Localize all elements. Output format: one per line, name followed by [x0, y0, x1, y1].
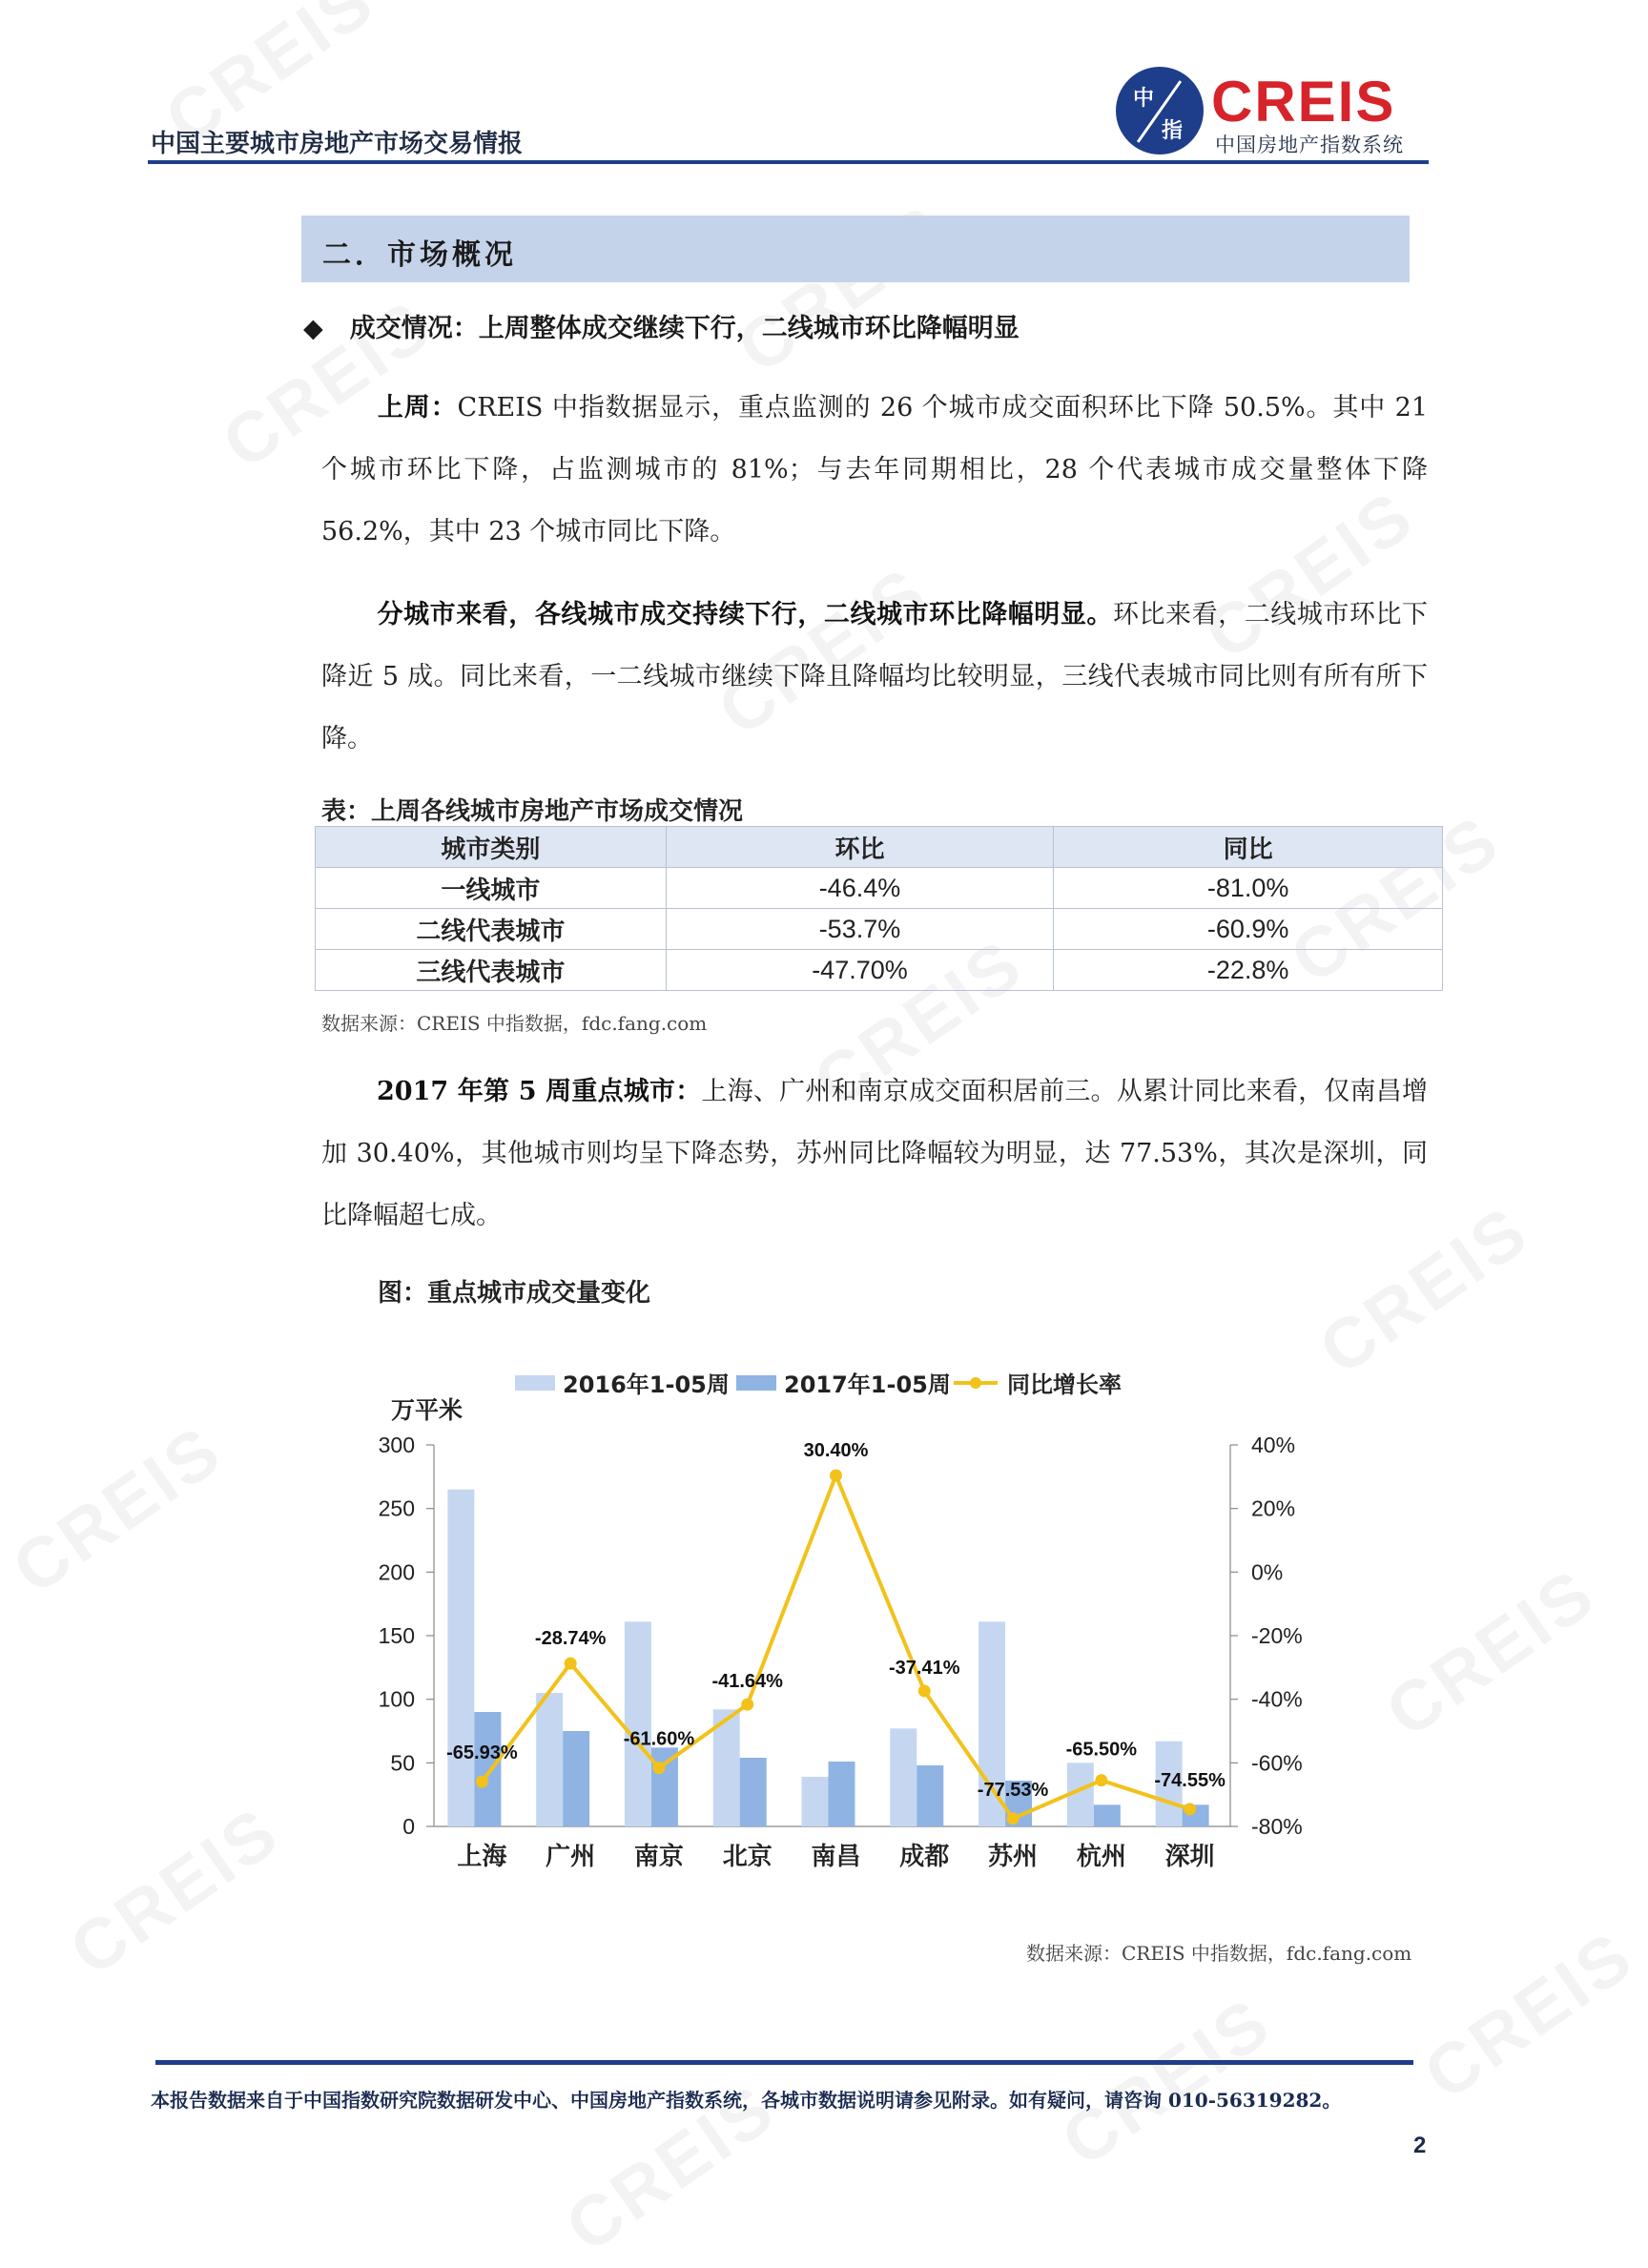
figure-source: 数据来源：CREIS 中指数据，fdc.fang.com	[1026, 1942, 1412, 1965]
right-axis-tick-label: -60%	[1251, 1750, 1303, 1776]
table-cell: -53.7%	[666, 909, 1054, 950]
table-cell: -60.9%	[1054, 909, 1443, 950]
yoy-growth-data-label: -37.41%	[889, 1658, 960, 1680]
paragraph-key-cities	[321, 1061, 1428, 1247]
right-axis-tick-label: -40%	[1251, 1686, 1303, 1712]
city-tier-table	[315, 826, 1443, 991]
legend-label: 2017年1-05周	[784, 1371, 951, 1398]
yoy-growth-data-label: 30.40%	[803, 1440, 869, 1461]
bar-2017	[474, 1712, 501, 1826]
logo-char: 中	[1133, 86, 1155, 111]
left-axis-tick-label: 200	[378, 1559, 415, 1585]
table-header: 同比	[1054, 827, 1443, 868]
figure-title: 图：重点城市成交量变化	[378, 1279, 651, 1308]
table-cell: -22.8%	[1054, 950, 1443, 991]
bar-2016	[536, 1693, 563, 1826]
logo-emblem-icon	[1116, 67, 1204, 155]
x-axis-category-label: 北京	[722, 1843, 772, 1871]
legend-label: 同比增长率	[1007, 1371, 1122, 1398]
yoy-growth-point	[741, 1699, 753, 1711]
table-header: 城市类别	[316, 827, 667, 868]
bar-2017	[917, 1765, 943, 1826]
paragraph-lead: 2017 年第 5 周重点城市：	[377, 1077, 702, 1106]
watermark	[0, 1409, 237, 1610]
subsection-text: 成交情况：上周整体成交继续下行，二线城市环比降幅明显	[349, 314, 1020, 343]
yoy-growth-data-label: -74.55%	[1154, 1769, 1226, 1791]
left-axis-tick-label: 0	[402, 1814, 415, 1839]
diamond-bullet-icon: ◆	[303, 314, 323, 343]
yoy-growth-point	[565, 1658, 577, 1670]
yoy-growth-data-label: -77.53%	[977, 1779, 1049, 1801]
watermark	[1410, 1914, 1648, 2115]
left-axis-tick-label: 250	[378, 1495, 415, 1521]
table-row	[316, 909, 1443, 950]
header-divider	[148, 160, 1429, 164]
table-header-row	[316, 827, 1443, 868]
paragraph-by-city-tier	[321, 584, 1428, 770]
x-axis-category-label: 南京	[633, 1843, 684, 1871]
bar-2016	[447, 1490, 474, 1826]
yoy-growth-data-label: -41.64%	[711, 1671, 783, 1693]
footer-note: 本报告数据来自于中国指数研究院数据研发中心、中国房地产指数系统，各城市数据说明请参见附录。如有疑问，请咨询 010-56319282。	[151, 2089, 1342, 2112]
yoy-growth-point	[830, 1470, 842, 1482]
subsection-heading	[303, 307, 1020, 344]
yoy-growth-data-label: -65.50%	[1065, 1739, 1138, 1761]
x-axis-category-label: 深圳	[1164, 1843, 1215, 1871]
x-axis-category-label: 南昌	[811, 1843, 861, 1871]
legend-label: 2016年1-05周	[563, 1371, 730, 1398]
bar-2016	[890, 1728, 917, 1826]
yoy-growth-point	[1007, 1812, 1020, 1825]
x-axis-category-label: 广州	[546, 1843, 596, 1871]
y-axis-label: 万平米	[391, 1396, 464, 1424]
left-axis-tick-label: 150	[378, 1623, 415, 1648]
paragraph-lead: 上周：	[377, 393, 458, 423]
bar-2016	[802, 1777, 829, 1826]
bar-2017	[740, 1758, 767, 1826]
watermark	[1047, 1981, 1286, 2182]
paragraph-text: 上海、广州和南京成交面积居前三。从累计同比来看，仅南昌增加 30.40%，其他城市则均呈下降态势，苏州同比降幅较为明显，达 77.53%，其次是深圳，同比降幅超七成。	[321, 1077, 1429, 1230]
table-row	[316, 868, 1443, 909]
x-axis-category-label: 苏州	[988, 1843, 1039, 1871]
table-cell: -47.70%	[666, 950, 1054, 991]
bar-2017	[829, 1762, 855, 1826]
table-row	[316, 950, 1443, 991]
legend-swatch	[515, 1375, 555, 1391]
yoy-growth-data-label: -28.74%	[534, 1628, 607, 1650]
paragraph-text: CREIS 中指数据显示，重点监测的 26 个城市成交面积环比下降 50.5%。其中 21 个城市环比下降，占监测城市的 81%；与去年同期相比，28 个代表城市成交量整体下降 56.2%，其中 23 个城市同比下降。	[321, 393, 1428, 546]
legend-swatch	[736, 1375, 776, 1391]
transaction-chart	[324, 1354, 1303, 1898]
watermark	[55, 1790, 294, 1991]
right-axis-tick-label: 40%	[1251, 1433, 1296, 1457]
report-title: 中国主要城市房地产市场交易情报	[151, 130, 524, 158]
section-title: 二．市场概况	[322, 238, 517, 272]
left-axis-tick-label: 100	[378, 1686, 415, 1712]
yoy-growth-point	[652, 1762, 665, 1774]
page-number: 2	[1413, 2133, 1427, 2158]
bar-2017	[563, 1731, 589, 1826]
table-cell: -46.4%	[666, 868, 1054, 909]
legend-line-marker	[970, 1377, 981, 1389]
yoy-growth-data-label: -61.60%	[623, 1728, 695, 1750]
logo-char: 指	[1162, 118, 1184, 143]
footer-divider	[155, 2060, 1413, 2065]
yoy-growth-point	[1184, 1803, 1196, 1815]
bar-2017	[1094, 1804, 1121, 1826]
table-title: 表：上周各线城市房地产市场成交情况	[321, 797, 744, 826]
yoy-growth-point	[476, 1776, 488, 1788]
table-cell: 二线代表城市	[316, 909, 667, 950]
yoy-growth-point	[1095, 1774, 1107, 1786]
x-axis-category-label: 杭州	[1076, 1843, 1126, 1871]
x-axis-category-label: 上海	[457, 1843, 507, 1871]
right-axis-tick-label: -20%	[1251, 1623, 1303, 1648]
right-axis-tick-label: 0%	[1251, 1559, 1284, 1585]
left-axis-tick-label: 300	[378, 1433, 415, 1457]
table-cell: 三线代表城市	[316, 950, 667, 991]
logo-subtitle: 中国房地产指数系统	[1215, 134, 1404, 156]
bar-2016	[625, 1621, 651, 1826]
table-cell: 一线城市	[316, 868, 667, 909]
right-axis-tick-label: -80%	[1251, 1814, 1303, 1839]
paragraph-text: 环比来看，二线城市环比下降近 5 成。同比来看，一二线城市继续下降且降幅均比较明显，三线代表城市同比则有所有所下降。	[321, 600, 1429, 753]
section-heading	[301, 216, 1410, 282]
left-axis-tick-label: 50	[390, 1750, 415, 1776]
creis-logo	[1116, 63, 1431, 162]
watermark	[1371, 1552, 1610, 1753]
logo-wordmark: CREIS	[1211, 70, 1396, 134]
x-axis-category-label: 成都	[899, 1843, 950, 1871]
table-header: 环比	[666, 827, 1054, 868]
right-axis-tick-label: 20%	[1251, 1495, 1296, 1521]
paragraph-last-week	[321, 377, 1428, 563]
yoy-growth-data-label: -65.93%	[446, 1742, 518, 1764]
table-source: 数据来源：CREIS 中指数据，fdc.fang.com	[321, 1012, 708, 1035]
paragraph-lead: 分城市来看，各线城市成交持续下行，二线城市环比降幅明显。	[377, 600, 1113, 629]
table-cell: -81.0%	[1054, 868, 1443, 909]
yoy-growth-point	[918, 1685, 931, 1698]
